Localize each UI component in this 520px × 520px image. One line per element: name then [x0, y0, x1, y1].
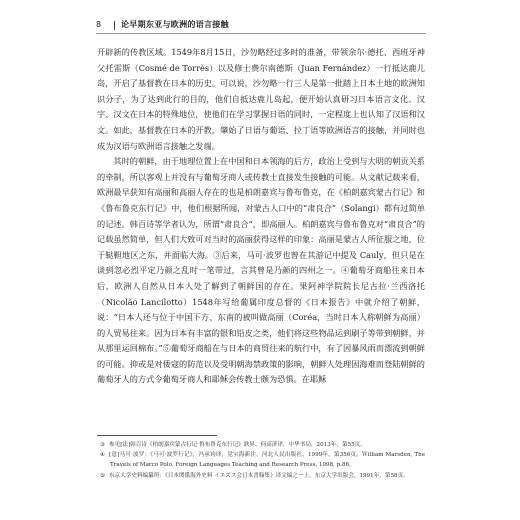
footnote-number: ③	[100, 442, 106, 448]
footnote-item	[100, 471, 425, 481]
footnote-number: ⑤	[100, 472, 106, 479]
header-separator	[114, 21, 115, 30]
footnote-text: 东京大学史料编纂所：《日本関係海外史料 イエズス会日本書翰集》译文编之一上，东京大学出版会，1991年，第58页。	[109, 472, 409, 479]
footnote-number: ④	[100, 452, 106, 459]
footnotes	[100, 440, 425, 481]
footnote-text: 参见[法]韩百诗《柏朗嘉宾蒙古行记·鲁布鲁克东行记》耿昇、何高济译，中华书局，2013年，第55页。	[109, 442, 366, 448]
body-text	[97, 45, 425, 388]
paragraph-1: 开辟新的传教区域。1549年8月15日，沙勿略经过多时的准备，带领余尔·德托、西班牙神父托雷斯（Cosmé de Torrès）以及修士费尔南德斯（Juan Fernández）一行抵达鹿儿岛，开启了基督教在日本的历史。可以说，沙勿略一行三人是第一批踏上日本土地的欧洲知识分子，为了达到此行的目的，他们自抵达鹿儿岛起，便开始认真研习日本语言文化。汉字、汉文在日本的特殊地位，使他们在学习掌握日语的同时，一定程度上也认知了汉语和汉文。如此，基督教在日本的开教，肇始了日语与葡语、拉丁语等欧洲语言的接触，并同时也成为汉语与欧洲语言接触之发端。	[97, 47, 425, 151]
running-title: 论早期东亚与欧洲的语言接触	[121, 19, 229, 29]
paragraph-2: 其时的朝鲜，由于地理位置上在中国和日本领海的后方，政治上受到与大明的朝贡关系的牵制，所以客观上并没有与葡萄牙商人或传教士直接发生接触的可能。从文献记载来看，欧洲最早获知有高丽和高丽人存在的也是柏朗嘉宾与鲁布鲁克，在《柏朗嘉宾蒙古行记》和《鲁布鲁克东行记》中，他们根据所闻，对蒙古人口中的“肃良合”（Solangi）都有过简单的记述。韩百诗等学者认为，所谓“肃良合”，即高丽人。柏朗嘉宾与鲁布鲁克对“肃良合”的记载虽然简单，但人们大致可对当时的高丽获得这样的印象：高丽是蒙古人所征服之地，位于鞑靼地区之东，并面临大海。③后来，马可·波罗也曾在其游记中提及 Cauly，但只是在谈到忽必烈平定乃颜之乱时一笔带过，言其曾是乃颜的四州之一。④葡萄牙商船往来日本后，欧洲人自然从日本人处了解到了朝鲜国的存在。果阿神学院院长尼古拉·兰西洛托（Nicolão Lancilotto）1548年写给葡属印度总督的《日本报告》中就介绍了朝鲜，说：“日本人还与位于中国下方、东南的被叫做高丽（Coréa，当时日本人称朝鲜为高丽）的人贸易往来。因为日本有丰富的银和铅皮之类，他们将这些物品运到刷子等带到朝鲜，并从那里运回棉布。”⑤葡萄牙商船在与日本的商贸往来的航行中，有了因暴风雨而漂流到朝鲜的可能。抑或是对倭寇的防范以及受明朝海禁政策的影响，朝鲜人处理因海难而登陆朝鲜的葡萄牙人的方式令葡萄牙商人和耶稣会传教士颇为恐惧。在耶稣	[97, 156, 425, 385]
footnote-item	[100, 450, 425, 470]
header-rule	[96, 33, 426, 34]
footnote-text: [意]马可·波罗：《马可·波罗行记》，冯承钧译，党宝海新注，河北人民出版社，1999年，第356页。Ｗilliam Marsden, The Travels of Marco Polo, Foreign Languages Teaching and Research Press, 1998, p.86。	[109, 452, 425, 469]
footnote-rule	[97, 435, 217, 436]
footnote-item	[100, 440, 425, 450]
page-number: 8	[96, 20, 102, 29]
running-header	[96, 17, 426, 31]
